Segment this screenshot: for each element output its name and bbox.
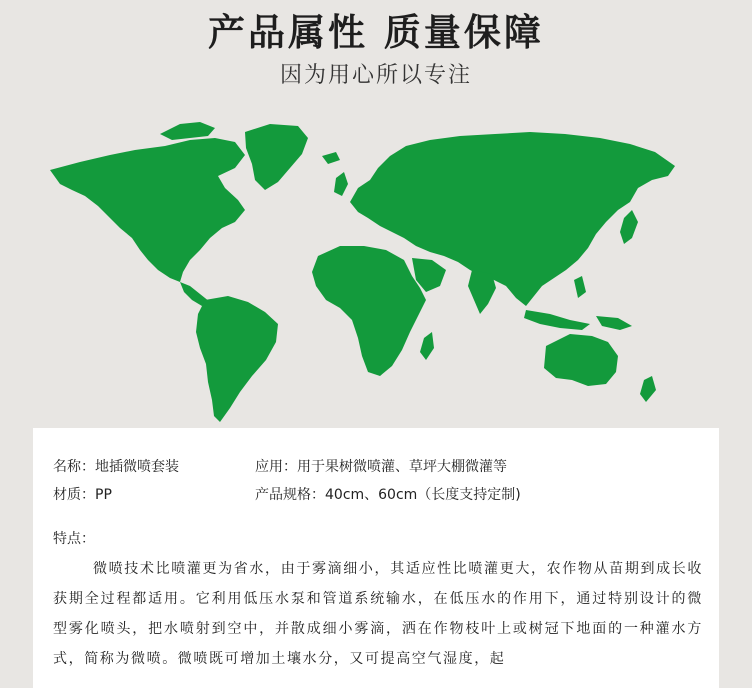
spec-name: 名称：地插微喷套装 <box>53 459 179 475</box>
greenland-shape <box>245 124 308 190</box>
india-shape <box>468 270 496 314</box>
north-america-shape <box>50 138 245 282</box>
africa-shape <box>312 246 426 376</box>
new-zealand-shape <box>640 376 656 402</box>
madagascar-shape <box>420 332 434 360</box>
indonesia-shape <box>524 310 590 330</box>
product-card <box>33 428 719 688</box>
spec-usage: 应用：用于果树微喷灌、草坪大棚微灌等 <box>255 459 507 475</box>
features-label: 特点： <box>53 531 95 547</box>
australia-shape <box>544 334 618 386</box>
features-description: 微喷技术比喷灌更为省水，由于雾滴细小，其适应性比喷灌更大，农作物从苗期到成长收获期全过程都适用。它利用低压水泵和管道系统输水，在低压水的作用下，通过特别设计的微型雾化喷头，把水喷射到空中，并散成细小雾滴，洒在作物枝叶上或树冠下地面的一种灌水方式，简称为微喷。微喷既可增加土壤水分，又可提高空气湿度，起 <box>53 561 703 667</box>
iceland-shape <box>322 152 340 164</box>
philippines-shape <box>574 276 586 298</box>
uk-shape <box>334 172 348 196</box>
canadian-islands-shape <box>160 122 215 140</box>
spec-size: 产品规格：40cm、60cm（长度支持定制) <box>255 487 521 503</box>
world-map <box>40 110 690 430</box>
south-america-shape <box>196 296 278 422</box>
page-subtitle: 因为用心所以专注 <box>279 63 472 88</box>
japan-shape <box>620 210 638 244</box>
spec-material: 材质：PP <box>53 487 112 503</box>
new-guinea-shape <box>596 316 632 330</box>
page-title: 产品属性 质量保障 <box>208 11 544 54</box>
